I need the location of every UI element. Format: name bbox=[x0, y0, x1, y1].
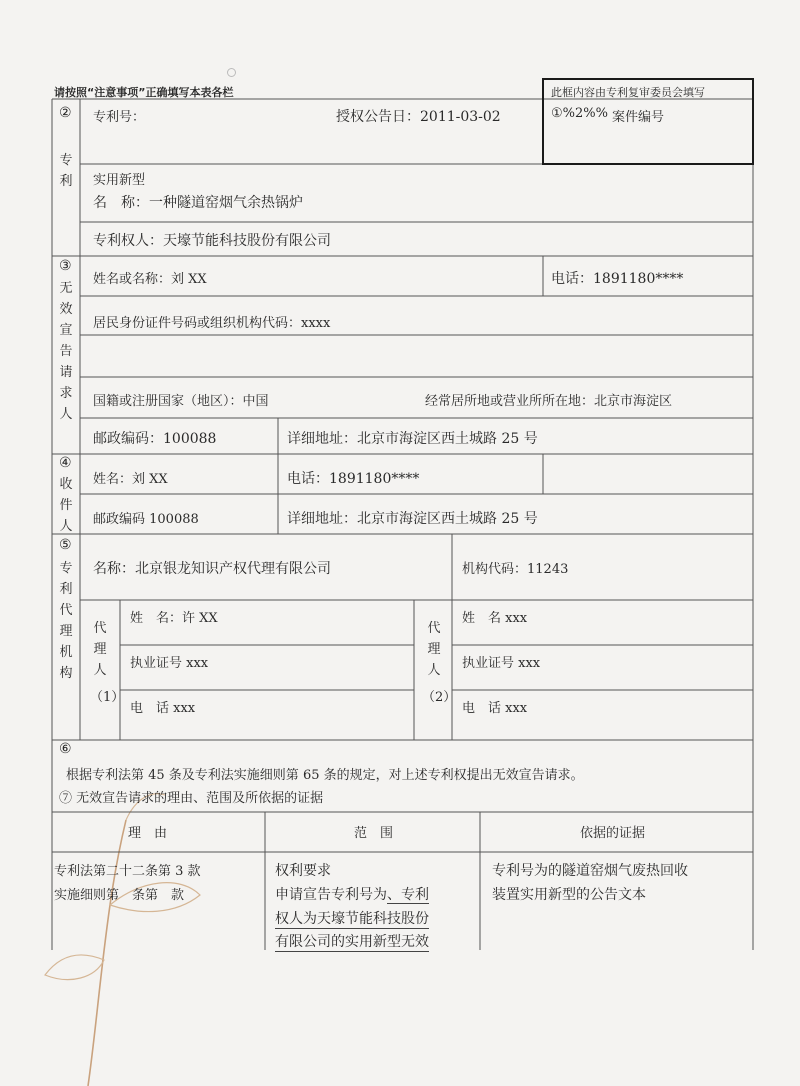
requester-phone: 电话：1891180**** bbox=[551, 271, 684, 287]
evidence-line-1: 专利号为的隧道窑烟气废热回收 bbox=[492, 863, 688, 879]
agent1-name: 姓 名：许 XX bbox=[130, 611, 218, 626]
office-box-label: 此框内容由专利复审委员会填写 bbox=[551, 86, 705, 99]
recipient-phone: 电话：1891180**** bbox=[287, 471, 420, 487]
requester-address: 详细地址：北京市海淀区西土城路 25 号 bbox=[287, 431, 538, 447]
office-box-code: ①%2%% bbox=[551, 106, 608, 121]
punch-mark bbox=[227, 68, 236, 77]
reason-line-1: 专利法第二十二条第 3 款 bbox=[54, 864, 201, 879]
evidence-line-2: 装置实用新型的公告文本 bbox=[492, 887, 646, 903]
agent2-name: 姓 名 xxx bbox=[462, 611, 528, 626]
column-evidence: 依据的证据 bbox=[580, 826, 646, 841]
scope-line-3: 权人为天壕节能科技股份 bbox=[275, 908, 429, 929]
column-reason: 理 由 bbox=[128, 826, 168, 841]
section3-side-label: 无效宣告请求人 bbox=[59, 281, 73, 422]
column-scope: 范 围 bbox=[354, 826, 394, 841]
agency-code: 机构代码：11243 bbox=[462, 562, 569, 577]
section5-marker: ⑤ bbox=[59, 537, 72, 553]
form-instruction: 请按照“注意事项”正确填写本表各栏 bbox=[54, 86, 234, 99]
agent2-number: （2） bbox=[422, 690, 457, 705]
case-number-label: 案件编号 bbox=[612, 110, 665, 125]
section2-marker: ② bbox=[59, 105, 72, 121]
section2-side-label: 专利 bbox=[59, 153, 73, 189]
section3-marker: ③ bbox=[59, 258, 72, 274]
agent2-phone: 电 话 xxx bbox=[462, 701, 528, 716]
requester-nationality: 国籍或注册国家（地区）：中国 bbox=[93, 394, 269, 409]
patent-number-label: 专利号： bbox=[93, 110, 146, 125]
invalidation-statement: 根据专利法第 45 条及专利法实施细则第 65 条的规定，对上述专利权提出无效宣告请求。 bbox=[66, 768, 584, 783]
requester-postcode: 邮政编码：100088 bbox=[93, 431, 217, 447]
patent-name: 名 称：一种隧道窑烟气余热锅炉 bbox=[93, 195, 303, 211]
reason-line-2: 实施细则第 条第 款 bbox=[54, 888, 185, 903]
grant-date: 授权公告日：2011-03-02 bbox=[336, 109, 501, 125]
recipient-postcode: 邮政编码 100088 bbox=[93, 512, 199, 527]
recipient-name: 姓名：刘 XX bbox=[93, 472, 168, 487]
section4-side-label: 收件人 bbox=[59, 477, 73, 534]
section4-marker: ④ bbox=[59, 455, 72, 471]
agency-name: 名称：北京银龙知识产权代理有限公司 bbox=[93, 561, 331, 577]
scope-line-2: 申请宣告专利号为、专利 bbox=[275, 887, 429, 903]
patent-type: 实用新型 bbox=[93, 173, 146, 188]
requester-residence: 经常居所地或营业所所在地：北京市海淀区 bbox=[425, 394, 673, 409]
section7-title: ⑦ 无效宣告请求的理由、范围及所依据的证据 bbox=[59, 791, 324, 806]
requester-name: 姓名或名称：刘 XX bbox=[93, 272, 207, 287]
agent2-label: 代理人 bbox=[427, 621, 441, 678]
agent1-license: 执业证号 xxx bbox=[130, 656, 209, 671]
scope-line-4: 有限公司的实用新型无效 bbox=[275, 931, 429, 952]
agent1-label: 代理人 bbox=[93, 621, 107, 678]
agent1-number: （1） bbox=[90, 690, 125, 705]
scope-line-1: 权利要求 bbox=[275, 863, 331, 879]
section5-side-label: 专利代理机构 bbox=[59, 561, 73, 681]
recipient-address: 详细地址：北京市海淀区西土城路 25 号 bbox=[287, 511, 538, 527]
requester-id: 居民身份证件号码或组织机构代码：xxxx bbox=[93, 316, 331, 331]
section6-marker: ⑥ bbox=[59, 741, 72, 757]
patentee: 专利权人：天壕节能科技股份有限公司 bbox=[93, 233, 331, 249]
agent2-license: 执业证号 xxx bbox=[462, 656, 541, 671]
agent1-phone: 电 话 xxx bbox=[130, 701, 196, 716]
